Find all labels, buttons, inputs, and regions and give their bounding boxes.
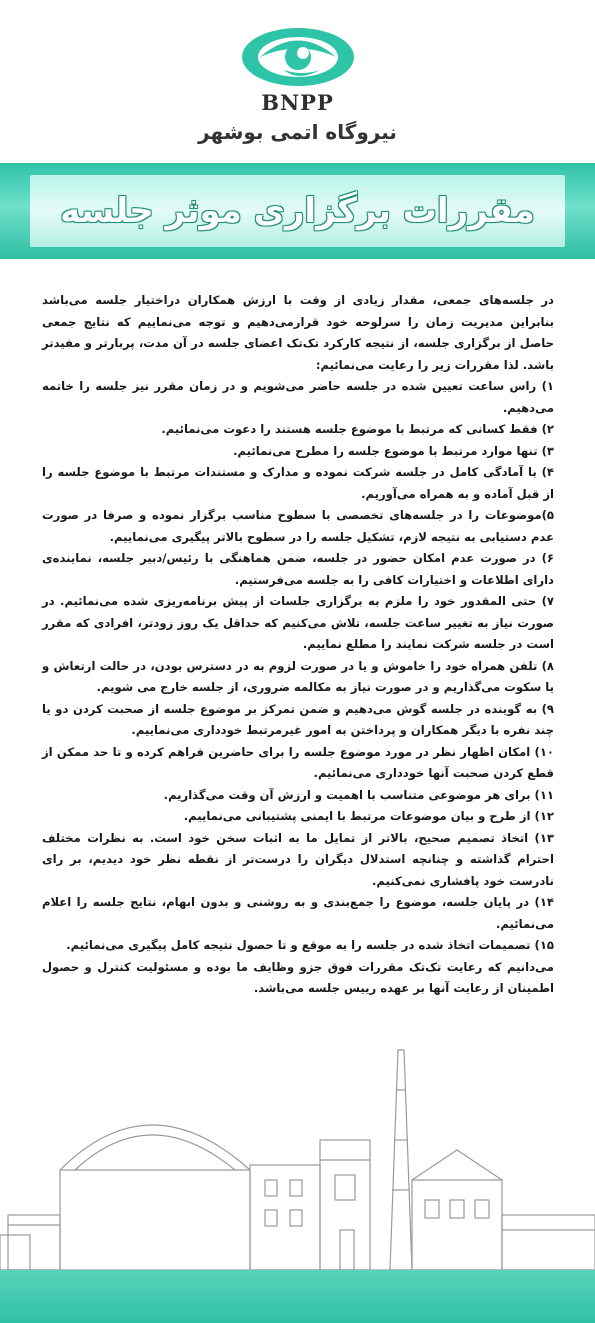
brand-name: BNPP xyxy=(261,90,334,115)
rule-item: ۱۱) برای هر موضوعی متناسب با اهمیت و ارزش آن وقت می‌گذاریم. xyxy=(163,787,554,802)
page-title: مقررات برگزاری موثر جلسه xyxy=(60,191,535,231)
rule-item: ۳) تنها موارد مرتبط با موضوع جلسه را مطرح می‌نمائیم. xyxy=(233,443,554,458)
rule-item: ۴) با آمادگی کامل در جلسه شرکت نموده و مدارک و مستندات مرتبط با موضوع جلسه را از قبل آماده و به همراه می‌آوریم. xyxy=(42,465,554,501)
rule-item: ۹) به گوینده در جلسه گوش می‌دهیم و ضمن تمرکز بر موضوع جلسه از صحبت کردن دو یا چند نفره با دیگر همکاران و پرداختن به امور غیرمرتبط خودداری می‌نماییم. xyxy=(42,701,554,737)
footer-band xyxy=(0,1270,595,1323)
rule-item: ۸) تلفن همراه خود را خاموش و یا در صورت لزوم به در دسترس بودن، در حالت ارتعاش و یا سکوت می‌گذاریم و در صورت نیاز به مکالمه ضروری، از جلسه خارج می شویم. xyxy=(42,658,554,694)
rule-item: ۵)موضوعات را در جلسه‌های تخصصی با سطوح مناسب برگزار نموده و صرفا در صورت عدم دستیابی به نتیجه لازم، تشکیل جلسه را در سطوح بالاتر پیگیری می‌نماییم. xyxy=(42,508,554,544)
rule-item: ۱۴) در پایان جلسه، موضوع را جمع‌بندی و به روشنی و بدون ابهام، نتایج جلسه را اعلام می‌نمائیم. xyxy=(42,895,554,931)
header xyxy=(0,0,595,160)
power-plant-illustration xyxy=(0,1040,595,1280)
rule-item: ۲) فقط کسانی که مرتبط با موضوع جلسه هستند را دعوت می‌نمائیم. xyxy=(161,422,554,436)
bnpp-logo-icon xyxy=(240,26,356,88)
plant-name: نیروگاه اتمی بوشهر xyxy=(198,120,397,144)
rule-item: ۱۰) امکان اظهار نظر در مورد موضوع جلسه را برای حاضرین فراهم کرده و تا حد ممکن از قطع کردن صحبت آنها خودداری می‌نمائیم. xyxy=(42,744,554,780)
rule-item: ۶) در صورت عدم امکان حضور در جلسه، ضمن هماهنگی با رئیس/دبیر جلسه، نماینده‌ی دارای اطلاعات و اختیارات کافی را به جلسه می‌فرستیم. xyxy=(42,551,554,587)
title-banner xyxy=(0,163,595,259)
rule-item: ۱) راس ساعت تعیین شده در جلسه حاضر می‌شویم و در زمان مقرر نیز جلسه را خاتمه می‌دهیم. xyxy=(42,379,554,415)
rule-item: ۱۲) از طرح و بیان موضوعات مرتبط با ایمنی پشتیبانی می‌نماییم. xyxy=(183,809,554,823)
rules-content xyxy=(42,290,554,1000)
title-bar xyxy=(30,175,565,247)
intro-paragraph: در جلسه‌های جمعی، مقدار زیادی از وقت با ارزش همکاران دراختیار جلسه می‌باشد بنابراین مدیریت زمان را سرلوحه خود قرارمی‌دهیم و توجه می‌نماییم که نتایج جمعی حاصل از برگزاری جلسه، از نتیجه کارکرد تک‌تک اعضای جلسه در آن مدت، پربارتر و مفیدتر باشد. لذا مقررات زیر را رعایت می‌نمائیم: xyxy=(42,293,554,372)
rule-item: ۱۵) تصمیمات اتخاذ شده در جلسه را به موقع و تا حصول نتیجه کامل پیگیری می‌نمائیم. xyxy=(66,938,554,952)
rule-item: ۱۳) اتخاذ تصمیم صحیح، بالاتر از تمایل ما به اثبات سخن خود است. به نظرات مختلف احترام گذاشته و چنانچه استدلال دیگران را درست‌تر از نقطه نظر خود دیدیم، بر رای نادرست خود پافشاری نمی‌کنیم. xyxy=(42,830,554,888)
closing-paragraph: می‌دانیم که رعایت تک‌تک مقررات فوق جزو وظایف ما بوده و مسئولیت کنترل و حصول اطمینان از رعایت آنها بر عهده رییس جلسه می‌باشد. xyxy=(42,959,554,995)
rule-item: ۷) حتی المقدور خود را ملزم به برگزاری جلسات از پیش برنامه‌ریزی شده می‌نمائیم. در صورت نیاز به تغییر ساعت جلسه، تلاش می‌کنیم که حداقل یک روز زودتر، افرادی که مقرر است در جلسه شرکت نمایند را مطلع نماییم. xyxy=(42,594,554,651)
